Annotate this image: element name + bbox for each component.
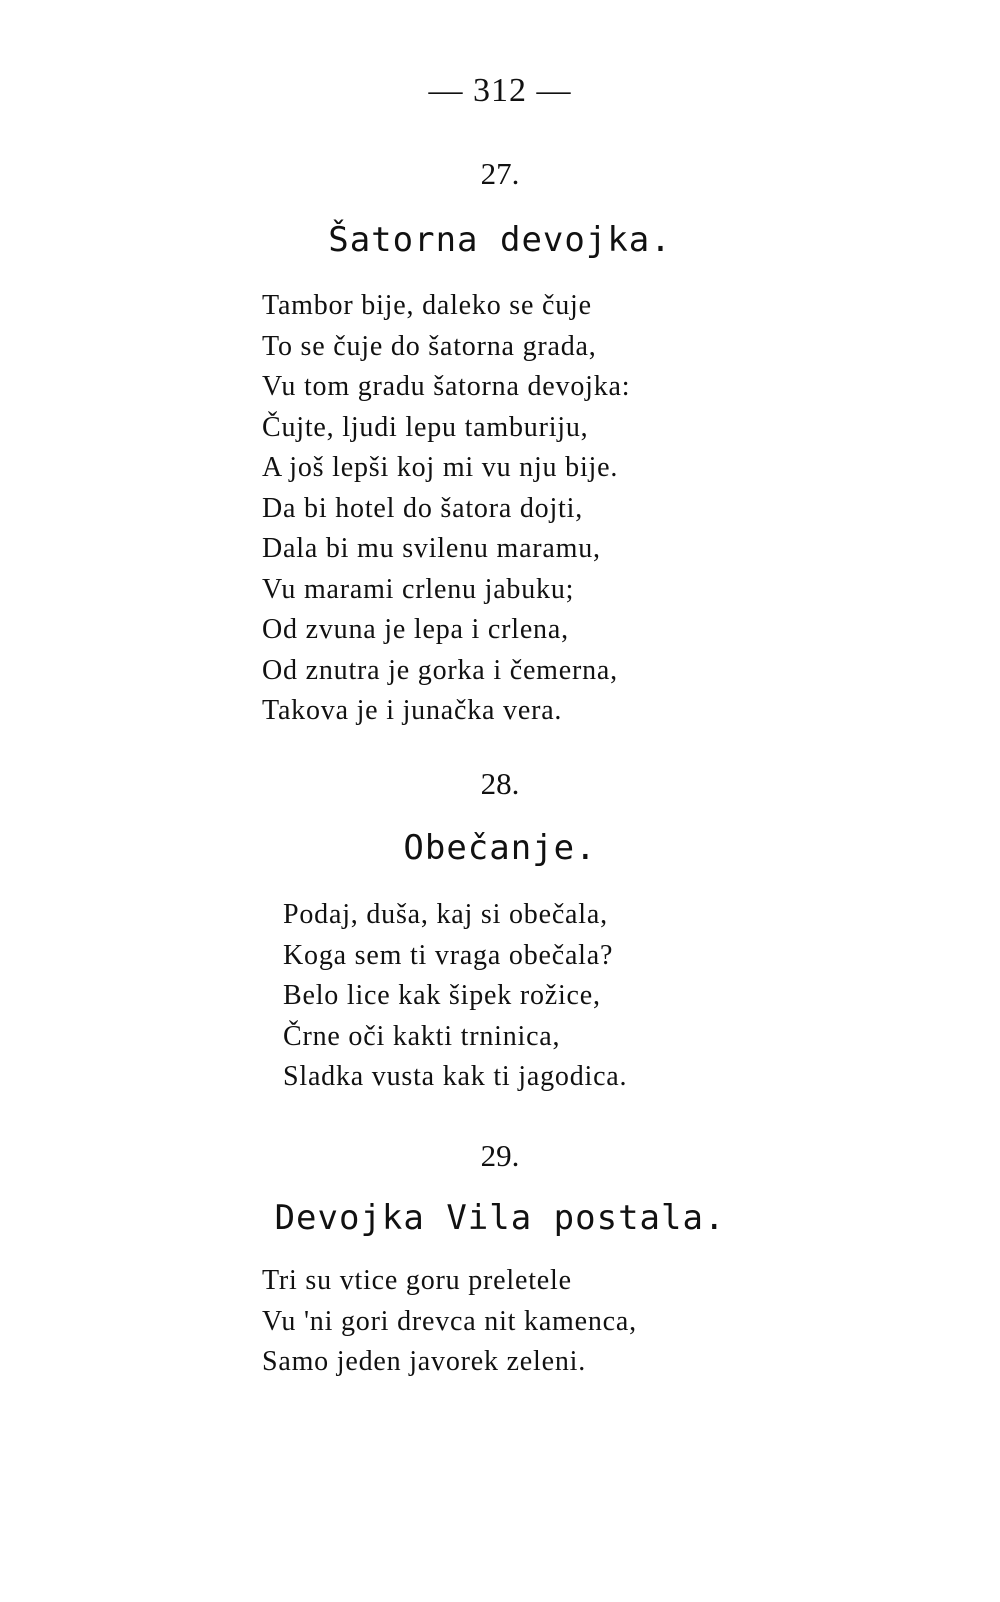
verse-line: Dala bi mu svilenu maramu, [262, 533, 601, 564]
verse-line: Od zvuna je lepa i crlena, [262, 614, 569, 645]
verse-line: Od znutra je gorka i čemerna, [262, 654, 618, 686]
verse-line: To se čuje do šatorna grada, [262, 330, 597, 362]
verse-line: Da bi hotel do šatora dojti, [262, 492, 584, 524]
verse-line: A još lepši koj mi vu nju bije. [262, 452, 619, 483]
poem-stanza [283, 895, 627, 1098]
page-number: — 312 — [428, 72, 572, 109]
poem-stanza [262, 1261, 637, 1383]
verse-line: Koga sem ti vraga obečala? [283, 939, 614, 971]
verse-line: Takova je i junačka vera. [262, 695, 563, 726]
verse-line: Tambor bije, daleko se čuje [262, 290, 592, 321]
verse-line: Črne oči kakti trninica, [283, 1020, 561, 1052]
verse-line: Belo lice kak šipek rožice, [283, 980, 601, 1011]
verse-line: Vu 'ni gori drevca nit kamenca, [262, 1305, 637, 1337]
verse-line: Vu tom gradu šatorna devojka: [262, 371, 631, 402]
poem-number: 28. [480, 766, 520, 801]
poem-title: Šatorna devojka. [328, 220, 672, 260]
verse-line: Vu marami crlenu jabuku; [262, 573, 575, 605]
verse-line: Samo jeden javorek zeleni. [262, 1346, 587, 1377]
verse-line: Sladka vusta kak ti jagodica. [283, 1061, 628, 1092]
poem-number: 27. [480, 156, 520, 191]
poem-number: 29. [480, 1138, 520, 1173]
poem-stanza [262, 286, 630, 732]
poem-title: Obečanje. [403, 828, 597, 868]
poem-title: Devojka Vila postala. [274, 1198, 726, 1238]
verse-line: Tri su vtice goru preletele [262, 1265, 572, 1296]
verse-line: Čujte, ljudi lepu tamburiju, [262, 411, 589, 443]
verse-line: Podaj, duša, kaj si obečala, [283, 899, 608, 930]
